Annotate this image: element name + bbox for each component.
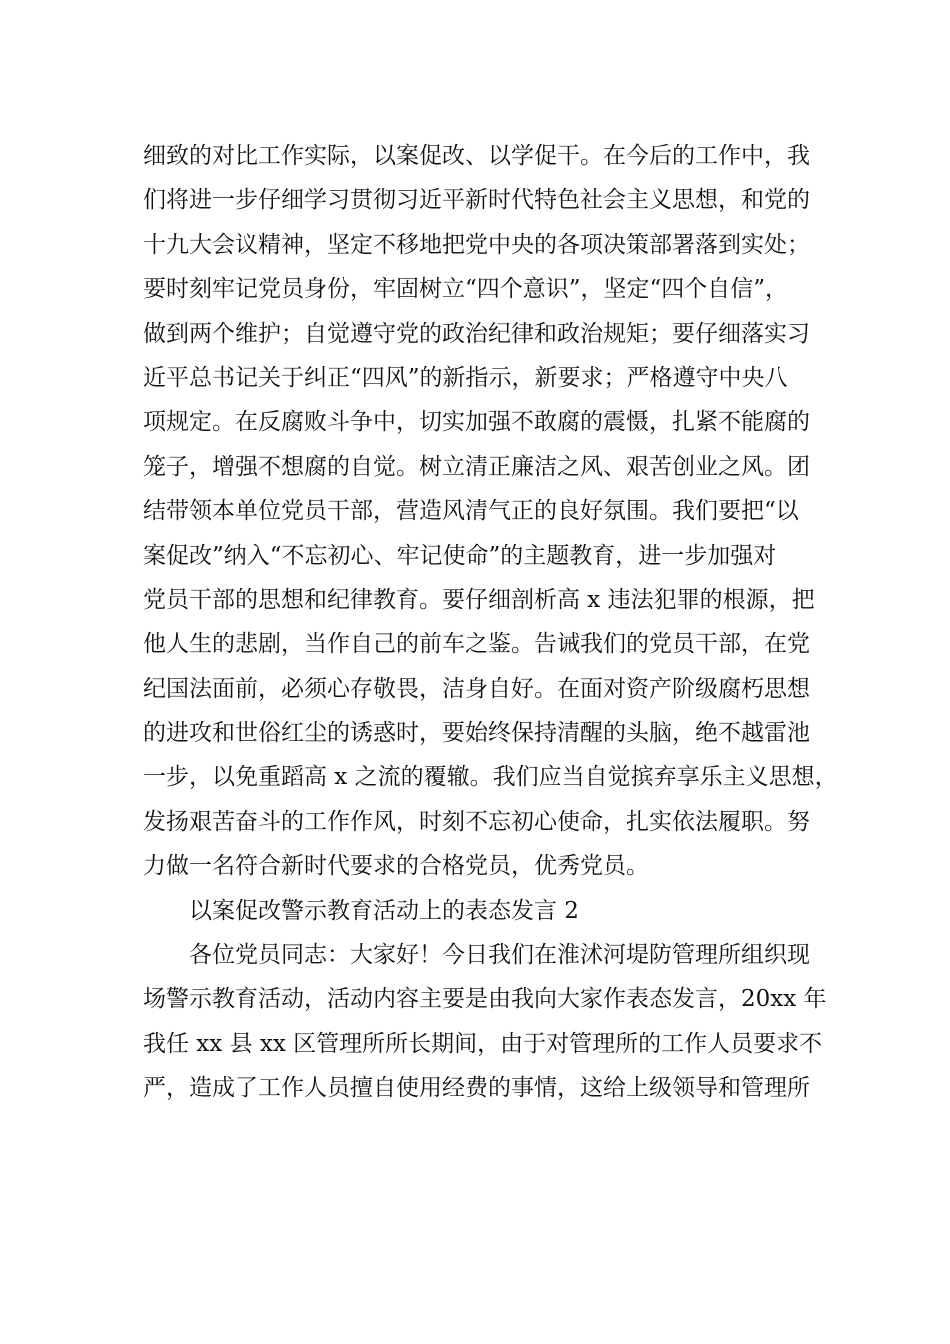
text-line: 细致的对比工作实际，以案促改、以学促干。在今后的工作中，我 — [143, 143, 810, 169]
text-line: 严，造成了工作人员擅自使用经费的事情，这给上级领导和管理所 — [143, 1075, 810, 1102]
text-line: 纪国法面前，必须心存敬畏，洁身自好。在面对资产阶级腐朽思想 — [143, 675, 810, 702]
text-line: 案促改”纳入“不忘初心、牢记使命”的主题教育，进一步加强对 — [143, 542, 777, 569]
text-line: 结带领本单位党员干部，营造风清气正的良好氛围。我们要把“以 — [143, 498, 799, 525]
text-line: 十九大会议精神，坚定不移地把党中央的各项决策部署落到实处； — [143, 231, 810, 258]
text-line: 项规定。在反腐败斗争中，切实加强不敢腐的震慑，扎紧不能腐的 — [143, 409, 810, 436]
text-line: 我任 xx 县 xx 区管理所所长期间，由于对管理所的工作人员要求不 — [143, 1030, 823, 1057]
text-line: 发扬艰苦奋斗的工作作风，时刻不忘初心使命，扎实依法履职。努 — [143, 808, 810, 835]
text-line: 他人生的悲剧，当作自己的前车之鉴。告诫我们的党员干部，在党 — [143, 631, 810, 658]
text-line: 力做一名符合新时代要求的合格党员，优秀党员。 — [143, 853, 649, 880]
text-line: 一步，以免重蹈高 x 之流的覆辙。我们应当自觉摈弃享乐主义思想， — [143, 764, 838, 791]
text-line: 党员干部的思想和纪律教育。要仔细剖析高 x 违法犯罪的根源，把 — [143, 586, 815, 613]
text-line: 场警示教育活动，活动内容主要是由我向大家作表态发言，20xx 年 — [143, 986, 827, 1013]
text-line: 要时刻牢记党员身份，牢固树立“四个意识”，坚定“四个自信”， — [143, 276, 789, 303]
body-text — [143, 134, 838, 1111]
text-line: 们将进一步仔细学习贯彻习近平新时代特色社会主义思想，和党的 — [143, 187, 810, 214]
text-line: 笼子，增强不想腐的自觉。树立清正廉洁之风、艰苦创业之风。团 — [143, 453, 810, 480]
text-line: 近平总书记关于纠正“四风”的新指示，新要求；严格遵守中央八 — [143, 364, 788, 391]
text-line: 的进攻和世俗红尘的诱惑时，要始终保持清醒的头脑，绝不越雷池 — [143, 720, 810, 747]
text-line: 各位党员同志：大家好！今日我们在淮沭河堤防管理所组织现 — [189, 942, 810, 969]
section-heading: 以案促改警示教育活动上的表态发言 2 — [189, 897, 579, 924]
text-line: 做到两个维护；自觉遵守党的政治纪律和政治规矩；要仔细落实习 — [143, 320, 810, 347]
